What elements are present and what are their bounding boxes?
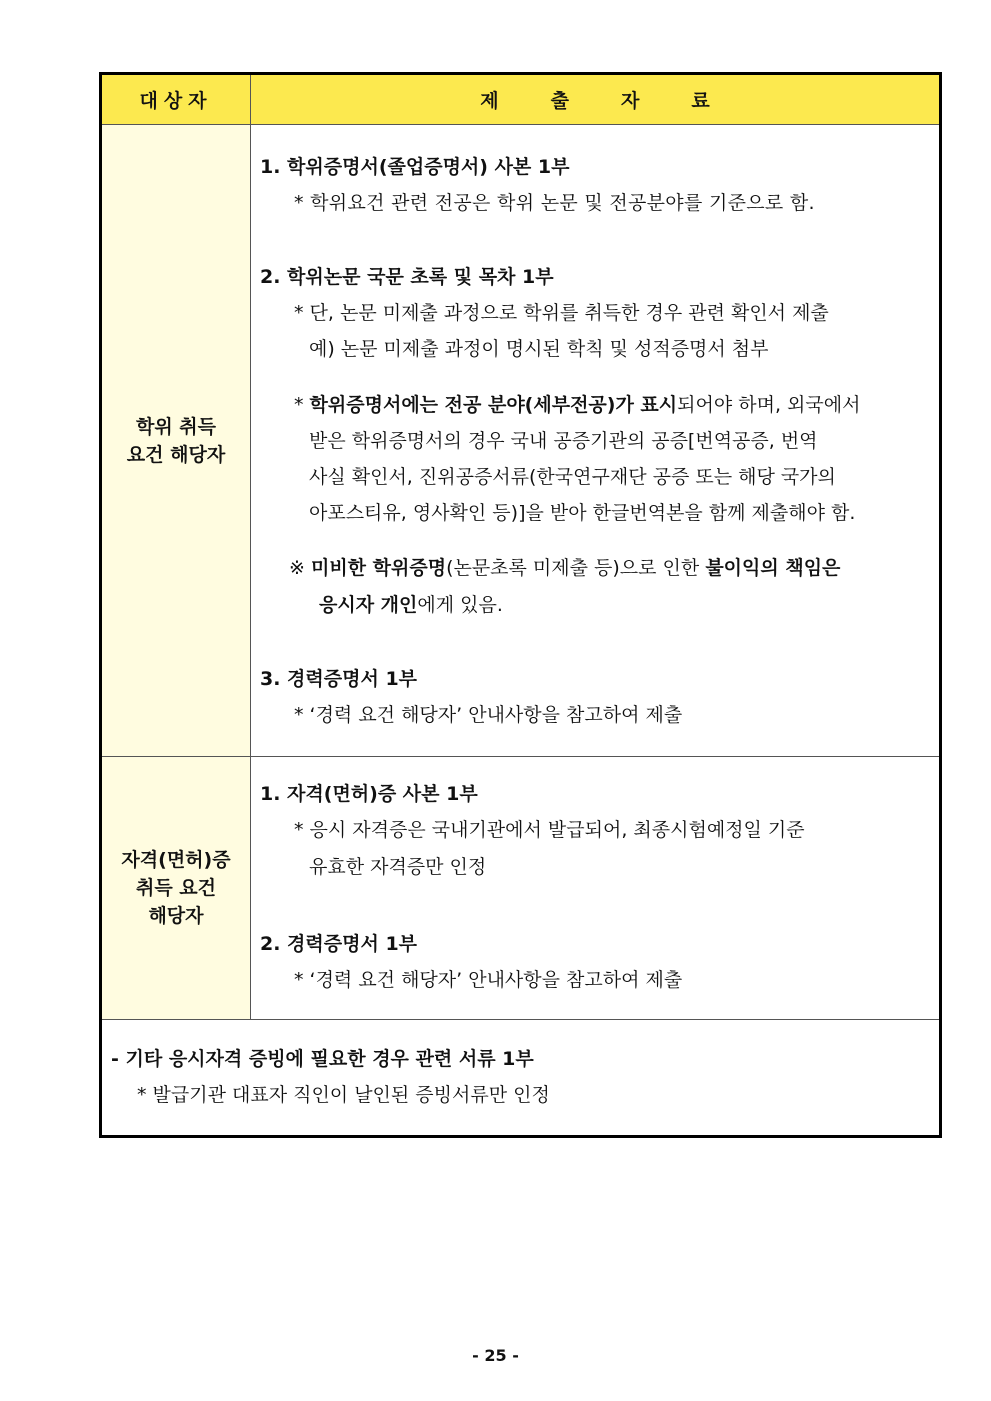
warning-mid: (논문초록 미제출 등)으로 인한	[446, 557, 700, 579]
warning-line2-rest: 에게 있음.	[417, 594, 503, 616]
section2-item1-note2: 유효한 자격증만 인정	[309, 856, 487, 878]
footer-line1: - 기타 응시자격 증빙에 필요한 경우 관련 서류 1부	[111, 1048, 534, 1070]
warning-bold2: 불이익의 책임은	[705, 557, 841, 579]
section1-item1-title: 1. 학위증명서(졸업증명서) 사본 1부	[260, 156, 570, 178]
note3-star: *	[294, 394, 310, 416]
section1-warning-line1	[289, 556, 840, 580]
note3-bold: 학위증명서에는 전공 분야(세부전공)가 표시	[309, 394, 678, 416]
note3-rest: 되어야 하며, 외국에서	[677, 394, 861, 416]
section2-content	[251, 757, 939, 1019]
section1-note3-line2: 받은 학위증명서의 경우 국내 공증기관의 공증[번역공증, 번역	[309, 430, 818, 452]
header-target: 대상자	[102, 75, 251, 124]
section1-item2-note1: * 단, 논문 미제출 과정으로 학위를 취득한 경우 관련 확인서 제출	[294, 302, 829, 324]
section1-note3-line3: 사실 확인서, 진위공증서류(한국연구재단 공증 또는 해당 국가의	[309, 466, 836, 488]
section1-item1-note: * 학위요건 관련 전공은 학위 논문 및 전공분야를 기준으로 함.	[294, 192, 815, 214]
section2-label-line1: 자격(면허)증	[121, 849, 231, 871]
section2-label	[102, 757, 251, 1019]
section1-note3-line1	[294, 393, 860, 417]
section1-label-line1: 학위 취득	[135, 415, 216, 438]
section1-item2-title: 2. 학위논문 국문 초록 및 목차 1부	[260, 266, 554, 288]
requirements-table	[99, 72, 942, 1138]
footer-line2: * 발급기관 대표자 직인이 날인된 증빙서류만 인정	[137, 1084, 550, 1106]
section2-item2-title: 2. 경력증명서 1부	[260, 933, 418, 955]
section2-item1-title: 1. 자격(면허)증 사본 1부	[260, 783, 478, 805]
table-header	[102, 75, 939, 125]
warning-mark: ※	[289, 557, 305, 579]
section1-label	[102, 125, 251, 756]
warning-bold1: 미비한 학위증명	[310, 557, 447, 579]
section1-item3-title: 3. 경력증명서 1부	[260, 668, 418, 690]
section2-label-line2: 취득 요건	[135, 877, 216, 899]
section2-item2-note: * ‘경력 요건 해당자’ 안내사항을 참고하여 제출	[294, 969, 683, 991]
section2-item1-note1: * 응시 자격증은 국내기관에서 발급되어, 최종시험예정일 기준	[294, 819, 805, 841]
page-number: - 25 -	[472, 1346, 519, 1365]
section1-label-line2: 요건 해당자	[126, 443, 226, 466]
section1-item3-note: * ‘경력 요건 해당자’ 안내사항을 참고하여 제출	[294, 704, 683, 726]
warning-line2-bold: 응시자 개인	[319, 594, 418, 616]
section1-content	[251, 125, 939, 756]
section1-warning-line2	[319, 593, 503, 617]
header-documents: 제출자료	[480, 90, 762, 112]
section1-note3-line4: 아포스티유, 영사확인 등)]을 받아 한글번역본을 함께 제출해야 함.	[309, 502, 856, 524]
section2-label-line3: 해당자	[148, 905, 204, 927]
section-divider-2	[102, 1019, 939, 1020]
section1-item2-note2: 예) 논문 미제출 과정이 명시된 학칙 및 성적증명서 첨부	[309, 338, 769, 360]
